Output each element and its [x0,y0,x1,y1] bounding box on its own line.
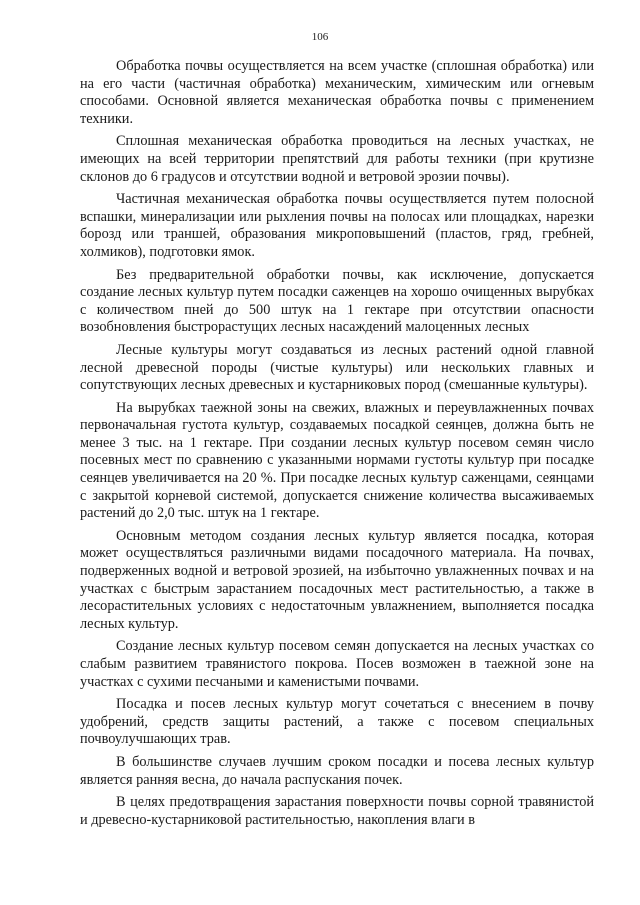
paragraph-2: Сплошная механическая обработка проводиться на лесных участках, не имеющих на всей территории препятствий для работы техники (при крутизне склонов до 6 градусов и отсутствии водной и ветровой эрозии почвы). [80,133,594,185]
page-number: 106 [311,31,329,43]
paragraph-7: Основным методом создания лесных культур является посадка, которая может осуществляться различными видами посадочного материала. На почвах, подверженных водной и ветровой эрозией, на избыточно увлажненных почвах и на участках с быстрым зарастанием посадочных мест растительностью, а также в лесорастительных условиях с недостаточным увлажнением, выполняется посадка лесных культур. [80,527,594,632]
document-body [80,58,594,834]
paragraph-6: На вырубках таежной зоны на свежих, влажных и переувлажненных почвах первоначальная густота культур, создаваемых посадкой сеянцев, должна быть не менее 3 тыс. на 1 гектаре. При создании лесных культур посевом семян число посевных мест по сравнению с указанными нормами густоты культур при посадке сеянцев увеличивается на 20 %. При посадке лесных культур саженцами, сеянцами с закрытой корневой системой, допускается снижение количества высаживаемых растений до 2,0 тыс. штук на 1 гектаре. [80,399,594,522]
paragraph-10: В большинстве случаев лучшим сроком посадки и посева лесных культур является ранняя весна, до начала распускания почек. [80,753,594,788]
paragraph-5: Лесные культуры могут создаваться из лесных растений одной главной лесной древесной породы (чистые культуры) или нескольких главных и сопутствующих лесных древесных и кустарниковых пород (смешанные культуры). [80,341,594,394]
paragraph-3: Частичная механическая обработка почвы осуществляется путем полосной вспашки, минерализации или рыхления почвы на полосах или площадках, нарезки борозд или траншей, образования микроповышений (пластов, гряд, гребней, холмиков), подготовки ямок. [80,191,594,260]
paragraph-11: В целях предотвращения зарастания поверхности почвы сорной травянистой и древесно-кустарниковой растительностью, накопления влаги в [80,794,594,828]
paragraph-4: Без предварительной обработки почвы, как исключение, допускается создание лесных культур путем посадки саженцев на хорошо очищенных вырубках с количеством пней до 500 штук на 1 гектаре при отсутствии опасности возобновления быстрорастущих лесных насаждений малоценных лесных [80,266,594,336]
paragraph-8: Создание лесных культур посевом семян допускается на лесных участках со слабым развитием травянистого покрова. Посев возможен в таежной зоне на участках с сухими песчаными и каменистыми почвами. [80,638,594,690]
paragraph-9: Посадка и посев лесных культур могут сочетаться с внесением в почву удобрений, средств защиты растений, а также с посевом специальных почвоулучшающих трав. [80,696,594,748]
paragraph-1: Обработка почвы осуществляется на всем участке (сплошная обработка) или на его части (частичная обработка) механическим, химическим или огневым способами. Основной является механическая обработка почвы с применением техники. [80,58,594,127]
